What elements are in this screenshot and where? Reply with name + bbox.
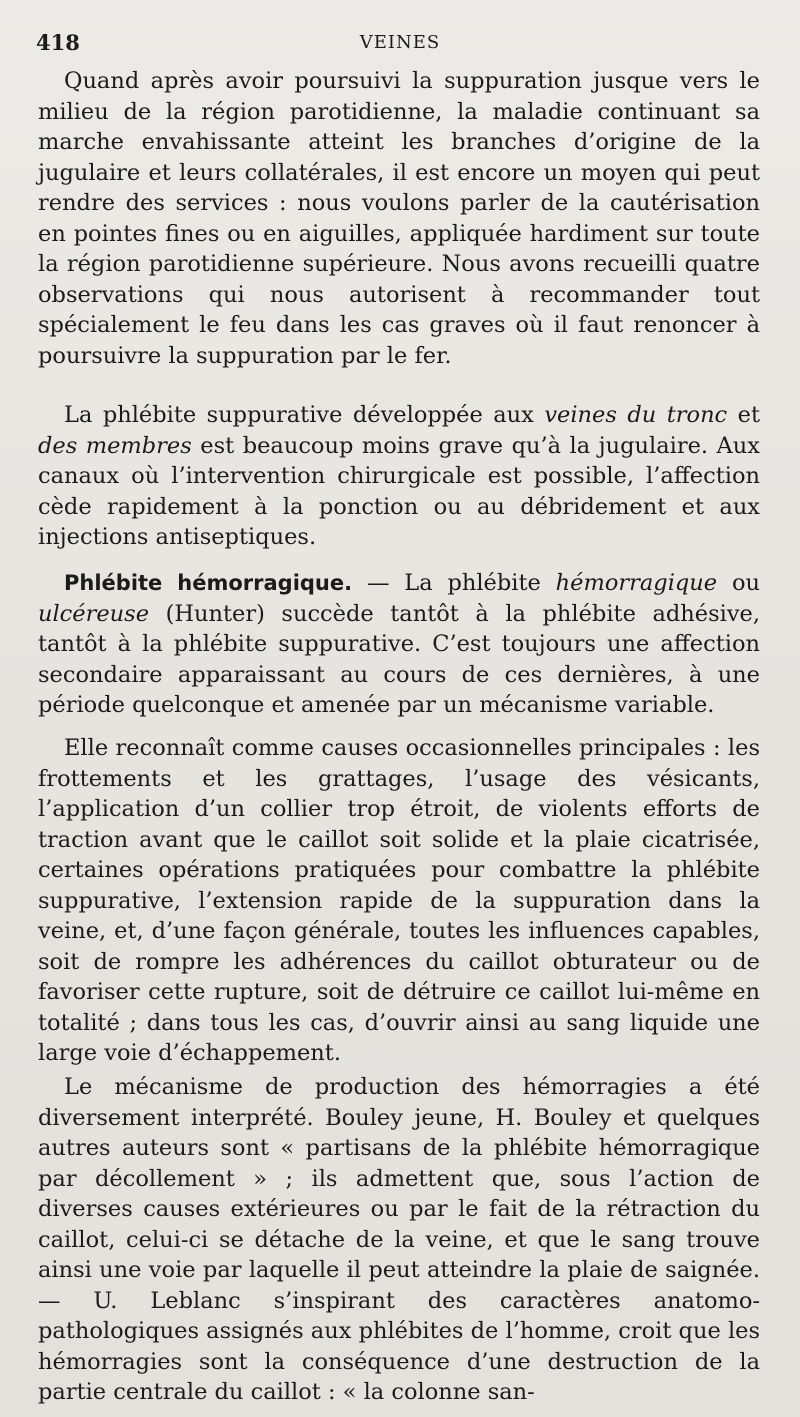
paragraph-cauterisation xyxy=(38,66,760,371)
paragraph-text: Phlébite hémorragique. — La phlébite hémorragique ou ulcéreuse (Hunter) succède tantôt à la phlébite adhésive, tantôt à la phlébite suppurative. C’est toujours une affection secondaire apparaissant au cours de ces dernières, à une période quelconque et amenée par un mécanisme variable. xyxy=(38,570,760,718)
paragraph-mecanisme xyxy=(38,1072,760,1408)
paragraph-causes xyxy=(38,733,760,1069)
paragraph-text: Le mécanisme de production des hémorragies a été diversement interprété. Bouley jeune, H. Bouley et quelques autres auteurs sont « partisans de la phlébite hémorragique par décollement » ; ils admettent que, sous l’action de diverses causes extérieures ou par le fait de la rétraction du caillot, celui-ci se détache de la veine, et que le sang trouve ainsi une voie par laquelle il peut atteindre la plaie de saignée. — U. Leblanc s’inspirant des caractères anatomo-pathologiques assignés aux phlébites de l’homme, croit que les hémorragies sont la conséquence d’une destruction de la partie centrale du caillot : « la colonne san- xyxy=(38,1074,760,1405)
italic-term: des membres xyxy=(38,432,192,459)
section-phlebite-hemorragique xyxy=(38,568,760,721)
paragraph-text: Elle reconnaît comme causes occasionnelles principales : les frottements et les grattages, l’usage des vésicants, l’application d’un collier trop étroit, de violents efforts de traction avant que le caillot soit solide et la plaie cicatrisée, certaines opérations pratiquées pour combattre la phlébite suppurative, l’extension rapide de la suppuration dans la veine, et, d’une façon générale, toutes les influences capables, soit de rompre les adhérences du caillot obturateur ou de favoriser cette rupture, soit de détruire ce caillot lui-même en totalité ; dans tous les cas, d’ouvrir ainsi au sang liquide une large voie d’échappement. xyxy=(38,735,760,1066)
italic-term: hémorragique xyxy=(555,570,718,596)
page-number: 418 xyxy=(36,30,80,55)
running-title: VEINES xyxy=(359,32,441,53)
section-heading: Phlébite hémorragique. xyxy=(64,571,353,595)
running-head xyxy=(36,30,764,60)
italic-term: ulcéreuse xyxy=(38,600,150,627)
paragraph-veines-tronc xyxy=(38,400,760,553)
italic-term: veines du tronc xyxy=(544,402,728,428)
paragraph-text: Quand après avoir poursuivi la suppuration jusque vers le milieu de la région parotidienne, la maladie continuant sa marche envahissante atteint les branches d’origine de la jugulaire et leurs collatérales, il est encore un moyen qui peut rendre des services : nous voulons parler de la cautérisation en pointes fines ou en aiguilles, appliquée hardiment sur toute la région parotidienne supérieure. Nous avons recueilli quatre observations qui nous autorisent à recommander tout spécialement le feu dans les cas graves où il faut renoncer à poursuivre la suppuration par le fer. xyxy=(38,68,760,369)
paragraph-text: La phlébite suppurative développée aux veines du tronc et des membres est beaucoup moins grave qu’à la jugulaire. Aux canaux où l’intervention chirurgicale est possible, l’affection cède rapidement à la ponction ou au débridement et aux injections antiseptiques. xyxy=(38,402,760,550)
